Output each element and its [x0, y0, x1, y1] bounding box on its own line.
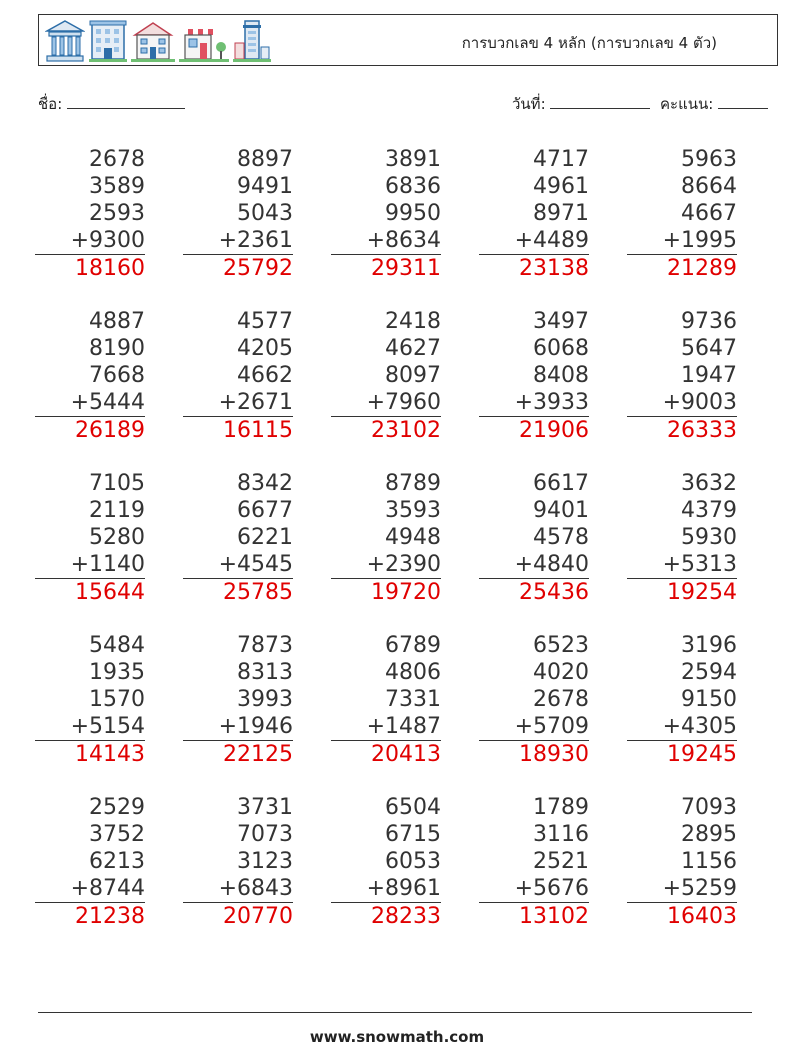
addend: 4667 — [681, 201, 737, 226]
addend: 3589 — [89, 174, 145, 199]
addend: 9950 — [385, 201, 441, 226]
addition-problem — [35, 308, 145, 444]
addend: 6053 — [385, 849, 441, 874]
addend: 4662 — [237, 363, 293, 388]
addition-problem — [331, 146, 441, 282]
answer: 25436 — [519, 580, 589, 605]
addition-problem — [183, 146, 293, 282]
addition-problem — [479, 794, 589, 930]
addend: 7093 — [681, 795, 737, 820]
addend: 2895 — [681, 822, 737, 847]
addend: 9401 — [533, 498, 589, 523]
date-label: วันที่: — [512, 95, 546, 113]
addition-problem — [35, 146, 145, 282]
last-addend: +9300 — [35, 227, 145, 255]
addend: 4961 — [533, 174, 589, 199]
addend: 6836 — [385, 174, 441, 199]
addend: 7105 — [89, 471, 145, 496]
addend: 6677 — [237, 498, 293, 523]
answer: 16403 — [667, 904, 737, 929]
tower-icon — [233, 19, 271, 63]
answer: 19720 — [371, 580, 441, 605]
addend: 4627 — [385, 336, 441, 361]
museum-icon — [45, 19, 85, 63]
addend: 2119 — [89, 498, 145, 523]
last-addend: +1487 — [331, 713, 441, 741]
addition-problem — [627, 308, 737, 444]
answer: 18160 — [75, 256, 145, 281]
addend: 6504 — [385, 795, 441, 820]
last-addend: +8744 — [35, 875, 145, 903]
addend: 9491 — [237, 174, 293, 199]
addend: 4577 — [237, 309, 293, 334]
score-label: คะแนน: — [660, 95, 714, 113]
addend: 6715 — [385, 822, 441, 847]
footer-divider — [38, 1012, 752, 1013]
last-addend: +3933 — [479, 389, 589, 417]
addend: 1156 — [681, 849, 737, 874]
addition-problem — [479, 470, 589, 606]
addend: 8313 — [237, 660, 293, 685]
name-blank-line[interactable] — [67, 94, 185, 109]
addend: 3593 — [385, 498, 441, 523]
addend: 4717 — [533, 147, 589, 172]
last-addend: +1140 — [35, 551, 145, 579]
last-addend: +2390 — [331, 551, 441, 579]
answer: 22125 — [223, 742, 293, 767]
addition-problem — [35, 470, 145, 606]
addition-problem — [331, 308, 441, 444]
worksheet-header — [38, 14, 778, 66]
last-addend: +4545 — [183, 551, 293, 579]
answer: 21238 — [75, 904, 145, 929]
addend: 3731 — [237, 795, 293, 820]
addition-problem — [35, 794, 145, 930]
footer-site: www.snowmath.com — [309, 1028, 485, 1046]
answer: 28233 — [371, 904, 441, 929]
answer: 13102 — [519, 904, 589, 929]
worksheet-title: การบวกเลข 4 หลัก (การบวกเลข 4 ตัว) — [461, 34, 717, 52]
addend: 2678 — [533, 687, 589, 712]
answer: 18930 — [519, 742, 589, 767]
addend: 3752 — [89, 822, 145, 847]
last-addend: +2361 — [183, 227, 293, 255]
office-building-icon — [89, 19, 127, 63]
addend: 2594 — [681, 660, 737, 685]
addition-problem — [331, 794, 441, 930]
addend: 3116 — [533, 822, 589, 847]
answer: 21906 — [519, 418, 589, 443]
addend: 6213 — [89, 849, 145, 874]
answer: 19245 — [667, 742, 737, 767]
addend: 3196 — [681, 633, 737, 658]
addend: 4020 — [533, 660, 589, 685]
last-addend: +5709 — [479, 713, 589, 741]
addend: 8190 — [89, 336, 145, 361]
last-addend: +8634 — [331, 227, 441, 255]
last-addend: +5313 — [627, 551, 737, 579]
date-blank-line[interactable] — [550, 94, 650, 109]
addend: 7073 — [237, 822, 293, 847]
answer: 26333 — [667, 418, 737, 443]
date-field — [512, 92, 650, 116]
addend: 1947 — [681, 363, 737, 388]
addend: 8897 — [237, 147, 293, 172]
answer: 26189 — [75, 418, 145, 443]
addend: 4887 — [89, 309, 145, 334]
answer: 15644 — [75, 580, 145, 605]
addend: 7331 — [385, 687, 441, 712]
last-addend: +1995 — [627, 227, 737, 255]
addend: 8097 — [385, 363, 441, 388]
addition-problem — [479, 308, 589, 444]
name-label: ชื่อ: — [38, 95, 63, 113]
last-addend: +4305 — [627, 713, 737, 741]
score-blank-line[interactable] — [718, 94, 768, 109]
addend: 8408 — [533, 363, 589, 388]
answer: 20413 — [371, 742, 441, 767]
addend: 4948 — [385, 525, 441, 550]
addend: 7668 — [89, 363, 145, 388]
last-addend: +8961 — [331, 875, 441, 903]
addend: 9736 — [681, 309, 737, 334]
score-field — [660, 92, 768, 116]
addition-problem — [627, 794, 737, 930]
addend: 4806 — [385, 660, 441, 685]
last-addend: +5259 — [627, 875, 737, 903]
last-addend: +4840 — [479, 551, 589, 579]
answer: 23138 — [519, 256, 589, 281]
addition-problem — [183, 632, 293, 768]
header-icons — [45, 19, 271, 63]
addend: 6617 — [533, 471, 589, 496]
answer: 21289 — [667, 256, 737, 281]
addend: 6068 — [533, 336, 589, 361]
answer: 19254 — [667, 580, 737, 605]
last-addend: +5444 — [35, 389, 145, 417]
name-field — [38, 92, 185, 116]
addend: 1789 — [533, 795, 589, 820]
answer: 16115 — [223, 418, 293, 443]
addend: 9150 — [681, 687, 737, 712]
shop-icon — [179, 19, 229, 63]
addend: 2593 — [89, 201, 145, 226]
addition-problem — [183, 308, 293, 444]
addition-problem — [627, 632, 737, 768]
addend: 4205 — [237, 336, 293, 361]
addition-problem — [479, 146, 589, 282]
answer: 25792 — [223, 256, 293, 281]
answer: 25785 — [223, 580, 293, 605]
addend: 3891 — [385, 147, 441, 172]
addition-problem — [183, 794, 293, 930]
last-addend: +5676 — [479, 875, 589, 903]
answer: 20770 — [223, 904, 293, 929]
addition-problem — [183, 470, 293, 606]
addend: 5963 — [681, 147, 737, 172]
addition-problem — [627, 470, 737, 606]
addition-problem — [331, 632, 441, 768]
addend: 3632 — [681, 471, 737, 496]
addend: 7873 — [237, 633, 293, 658]
addend: 3123 — [237, 849, 293, 874]
addend: 5484 — [89, 633, 145, 658]
addend: 6523 — [533, 633, 589, 658]
addend: 8971 — [533, 201, 589, 226]
last-addend: +1946 — [183, 713, 293, 741]
addition-problem — [35, 632, 145, 768]
last-addend: +6843 — [183, 875, 293, 903]
addend: 5280 — [89, 525, 145, 550]
last-addend: +7960 — [331, 389, 441, 417]
last-addend: +4489 — [479, 227, 589, 255]
answer: 29311 — [371, 256, 441, 281]
addend: 1935 — [89, 660, 145, 685]
house-icon — [131, 19, 175, 63]
addend: 5043 — [237, 201, 293, 226]
addend: 8664 — [681, 174, 737, 199]
addend: 2529 — [89, 795, 145, 820]
addend: 5930 — [681, 525, 737, 550]
addend: 8789 — [385, 471, 441, 496]
addend: 6221 — [237, 525, 293, 550]
addend: 2678 — [89, 147, 145, 172]
addend: 4578 — [533, 525, 589, 550]
answer: 23102 — [371, 418, 441, 443]
addend: 3497 — [533, 309, 589, 334]
last-addend: +9003 — [627, 389, 737, 417]
addend: 6789 — [385, 633, 441, 658]
addend: 8342 — [237, 471, 293, 496]
addition-problem — [479, 632, 589, 768]
addend: 2418 — [385, 309, 441, 334]
addend: 5647 — [681, 336, 737, 361]
addition-problem — [331, 470, 441, 606]
addend: 1570 — [89, 687, 145, 712]
last-addend: +5154 — [35, 713, 145, 741]
addend: 3993 — [237, 687, 293, 712]
addition-problem — [627, 146, 737, 282]
last-addend: +2671 — [183, 389, 293, 417]
answer: 14143 — [75, 742, 145, 767]
addend: 4379 — [681, 498, 737, 523]
addend: 2521 — [533, 849, 589, 874]
